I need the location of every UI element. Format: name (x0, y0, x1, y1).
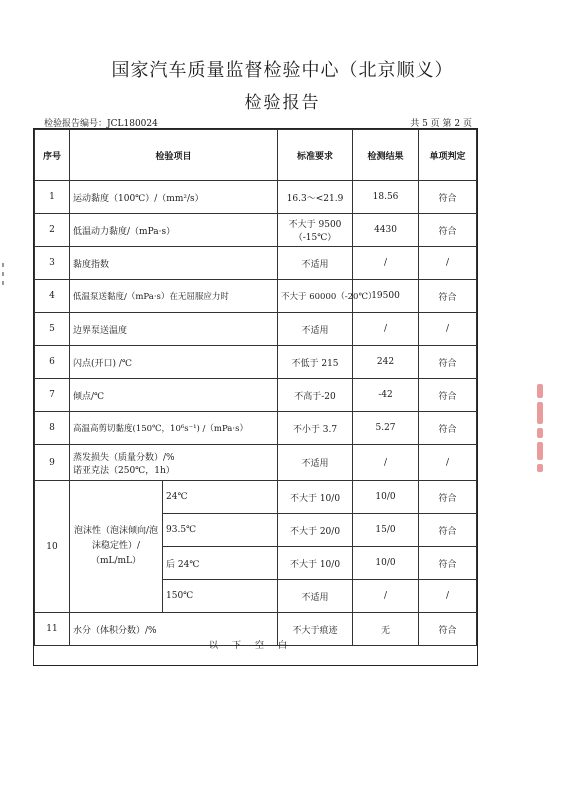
cell-result: 10/0 (353, 481, 419, 514)
cell-item: 边界泵送温度 (70, 313, 278, 346)
cell-req: 不低于 215 (278, 346, 353, 379)
cell-no: 8 (35, 412, 70, 445)
cell-item-line1: 蒸发损失（质量分数）/% (73, 452, 175, 463)
table-row (35, 280, 477, 313)
cell-result: / (353, 580, 419, 613)
cell-item-line2: 诺亚克法（250℃，1h） (73, 465, 175, 476)
cell-verdict: 符合 (419, 547, 477, 580)
cell-no: 5 (35, 313, 70, 346)
cell-req: 不大于 60000（-20℃） (278, 280, 353, 313)
cell-no: 2 (35, 214, 70, 247)
results-table-frame (33, 128, 478, 666)
table-row (35, 346, 477, 379)
col-header-verdict: 单项判定 (419, 130, 477, 181)
cell-req: 不适用 (278, 247, 353, 280)
cell-verdict: 符合 (419, 214, 477, 247)
cell-condition: 93.5℃ (163, 514, 278, 547)
table-row (35, 412, 477, 445)
cell-no: 4 (35, 280, 70, 313)
cell-req: 不高于-20 (278, 379, 353, 412)
col-header-result: 检测结果 (353, 130, 419, 181)
cell-req: 不大于 20/0 (278, 514, 353, 547)
cell-req: 不大于 10/0 (278, 547, 353, 580)
table-row (35, 445, 477, 481)
table-row (35, 247, 477, 280)
report-number-value: JCL180024 (107, 119, 158, 129)
cell-req: 不大于 9500（-15℃） (278, 214, 353, 247)
col-header-item: 检验项目 (70, 130, 278, 181)
cell-req: 不小于 3.7 (278, 412, 353, 445)
page-info: 共 5 页 第 2 页 (410, 119, 472, 129)
table-row (35, 313, 477, 346)
cell-verdict: / (419, 445, 477, 481)
cell-req: 不大于痕迹 (278, 613, 353, 646)
cell-verdict: 符合 (419, 181, 477, 214)
seal-stamp-fragment (531, 380, 549, 490)
table-row (35, 214, 477, 247)
cell-verdict: 符合 (419, 379, 477, 412)
binding-marks (2, 258, 6, 288)
cell-item: 低温泵送黏度/（mPa·s）在无屈服应力时 (70, 280, 278, 313)
table-row (35, 379, 477, 412)
cell-condition: 150℃ (163, 580, 278, 613)
cell-item: 泡沫性（泡沫倾向/泡沫稳定性）/（mL/mL） (70, 481, 163, 613)
cell-verdict: 符合 (419, 481, 477, 514)
cell-verdict: 符合 (419, 280, 477, 313)
cell-req: 不适用 (278, 313, 353, 346)
cell-verdict: / (419, 313, 477, 346)
report-title: 检验报告 (244, 93, 321, 113)
cell-no: 7 (35, 379, 70, 412)
cell-verdict: 符合 (419, 412, 477, 445)
cell-result: 5.27 (353, 412, 419, 445)
cell-result: / (353, 313, 419, 346)
cell-result: 无 (353, 613, 419, 646)
cell-result: 4430 (353, 214, 419, 247)
cell-result: 15/0 (353, 514, 419, 547)
cell-condition: 后 24℃ (163, 547, 278, 580)
cell-no: 10 (35, 481, 70, 613)
table-header-row (35, 130, 477, 181)
org-title: 国家汽车质量监督检验中心（北京顺义） (111, 60, 454, 81)
cell-item: 倾点/℃ (70, 379, 278, 412)
cell-result: 18.56 (353, 181, 419, 214)
table-row (35, 481, 477, 514)
cell-item: 低温动力黏度/（mPa·s） (70, 214, 278, 247)
cell-item: 高温高剪切黏度(150℃，10⁶s⁻¹) /（mPa·s） (70, 412, 278, 445)
cell-result: 19500 (353, 280, 419, 313)
cell-item (70, 445, 278, 481)
cell-verdict: / (419, 247, 477, 280)
cell-no: 6 (35, 346, 70, 379)
col-header-no: 序号 (35, 130, 70, 181)
cell-no: 3 (35, 247, 70, 280)
cell-result: -42 (353, 379, 419, 412)
cell-req: 16.3～<21.9 (278, 181, 353, 214)
cell-no: 1 (35, 181, 70, 214)
cell-condition: 24℃ (163, 481, 278, 514)
report-number-label: 检验报告编号： (44, 119, 108, 129)
cell-result: 242 (353, 346, 419, 379)
cell-verdict: 符合 (419, 346, 477, 379)
col-header-req: 标准要求 (278, 130, 353, 181)
cell-result: / (353, 247, 419, 280)
cell-item: 黏度指数 (70, 247, 278, 280)
cell-result: 10/0 (353, 547, 419, 580)
cell-verdict: / (419, 580, 477, 613)
results-table (34, 129, 477, 646)
cell-req: 不大于 10/0 (278, 481, 353, 514)
cell-item: 闪点(开口) /℃ (70, 346, 278, 379)
cell-result: / (353, 445, 419, 481)
table-row (35, 181, 477, 214)
cell-verdict: 符合 (419, 514, 477, 547)
cell-req: 不适用 (278, 445, 353, 481)
cell-req: 不适用 (278, 580, 353, 613)
cell-no: 11 (35, 613, 70, 646)
cell-verdict: 符合 (419, 613, 477, 646)
cell-item: 水分（体积分数）/% (70, 613, 278, 646)
cell-no: 9 (35, 445, 70, 481)
cell-item: 运动黏度（100℃）/（mm²/s） (70, 181, 278, 214)
end-blank-note: 以下空白 (208, 641, 301, 651)
